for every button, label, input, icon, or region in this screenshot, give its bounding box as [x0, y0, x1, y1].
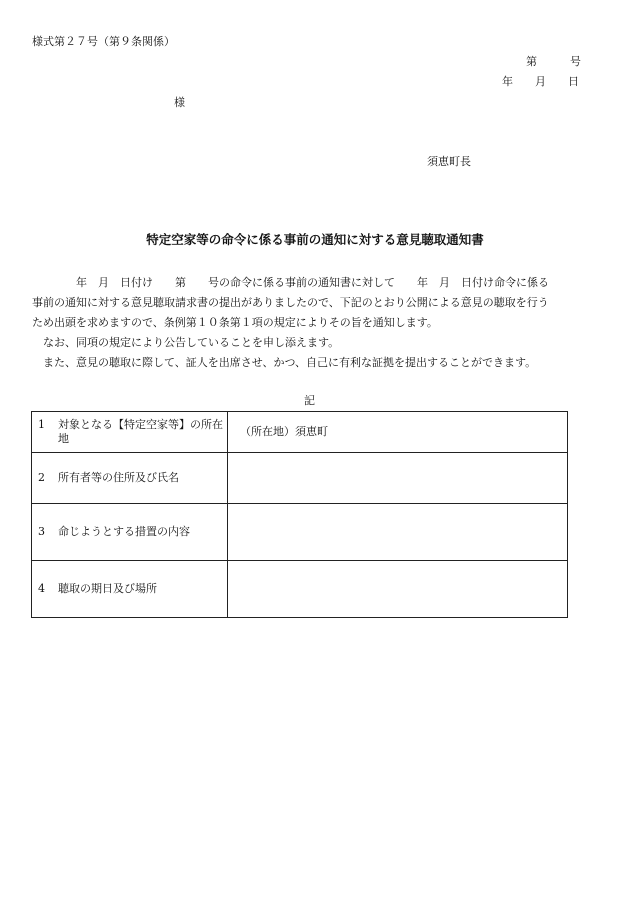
row-number: 3 — [38, 525, 45, 538]
body-line: また、意見の聴取に際して、証人を出席させ、かつ、自己に有利な証拠を提出することができます。 — [32, 356, 537, 369]
sender: 須恵町長 — [427, 155, 471, 168]
row-value-cell: （所在地）須恵町 — [228, 412, 568, 453]
body-line: 事前の通知に対する意見聴取請求書の提出がありましたので、下記のとおり公開による意見の聴取を行う — [32, 296, 549, 309]
row-label-cell — [32, 561, 228, 618]
ki-heading: 記 — [304, 394, 315, 407]
document-date: 年 月 日 — [502, 75, 579, 88]
row-label: 対象となる【特定空家等】の所在地 — [58, 418, 223, 445]
row-number: 1 — [38, 418, 45, 431]
table-row — [32, 504, 568, 561]
row-label-cell — [32, 412, 228, 453]
body-line: ため出頭を求めますので、条例第１０条第１項の規定によりその旨を通知します。 — [32, 316, 438, 329]
row-number: 2 — [38, 471, 45, 484]
body-line: 年 月 日付け 第 号の命令に係る事前の通知書に対して 年 月 日付け命令に係る — [32, 276, 549, 289]
row-label: 命じようとする措置の内容 — [58, 525, 190, 538]
row-value-cell — [228, 504, 568, 561]
row-value-cell — [228, 561, 568, 618]
table-row — [32, 453, 568, 504]
document-number: 第 号 — [526, 55, 581, 68]
row-label: 所有者等の住所及び氏名 — [58, 471, 179, 484]
row-label-cell — [32, 453, 228, 504]
details-table — [31, 411, 568, 618]
body-text — [32, 273, 588, 373]
addressee: 様 — [174, 96, 185, 109]
document-title: 特定空家等の命令に係る事前の通知に対する意見聴取通知書 — [146, 232, 484, 247]
row-label: 聴取の期日及び場所 — [58, 582, 157, 595]
table-row — [32, 412, 568, 453]
row-number: 4 — [38, 582, 45, 595]
table-row — [32, 561, 568, 618]
row-value-cell — [228, 453, 568, 504]
form-number: 様式第２７号（第９条関係） — [32, 35, 175, 48]
body-line: なお、同項の規定により公告していることを申し添えます。 — [32, 336, 340, 349]
row-label-cell — [32, 504, 228, 561]
